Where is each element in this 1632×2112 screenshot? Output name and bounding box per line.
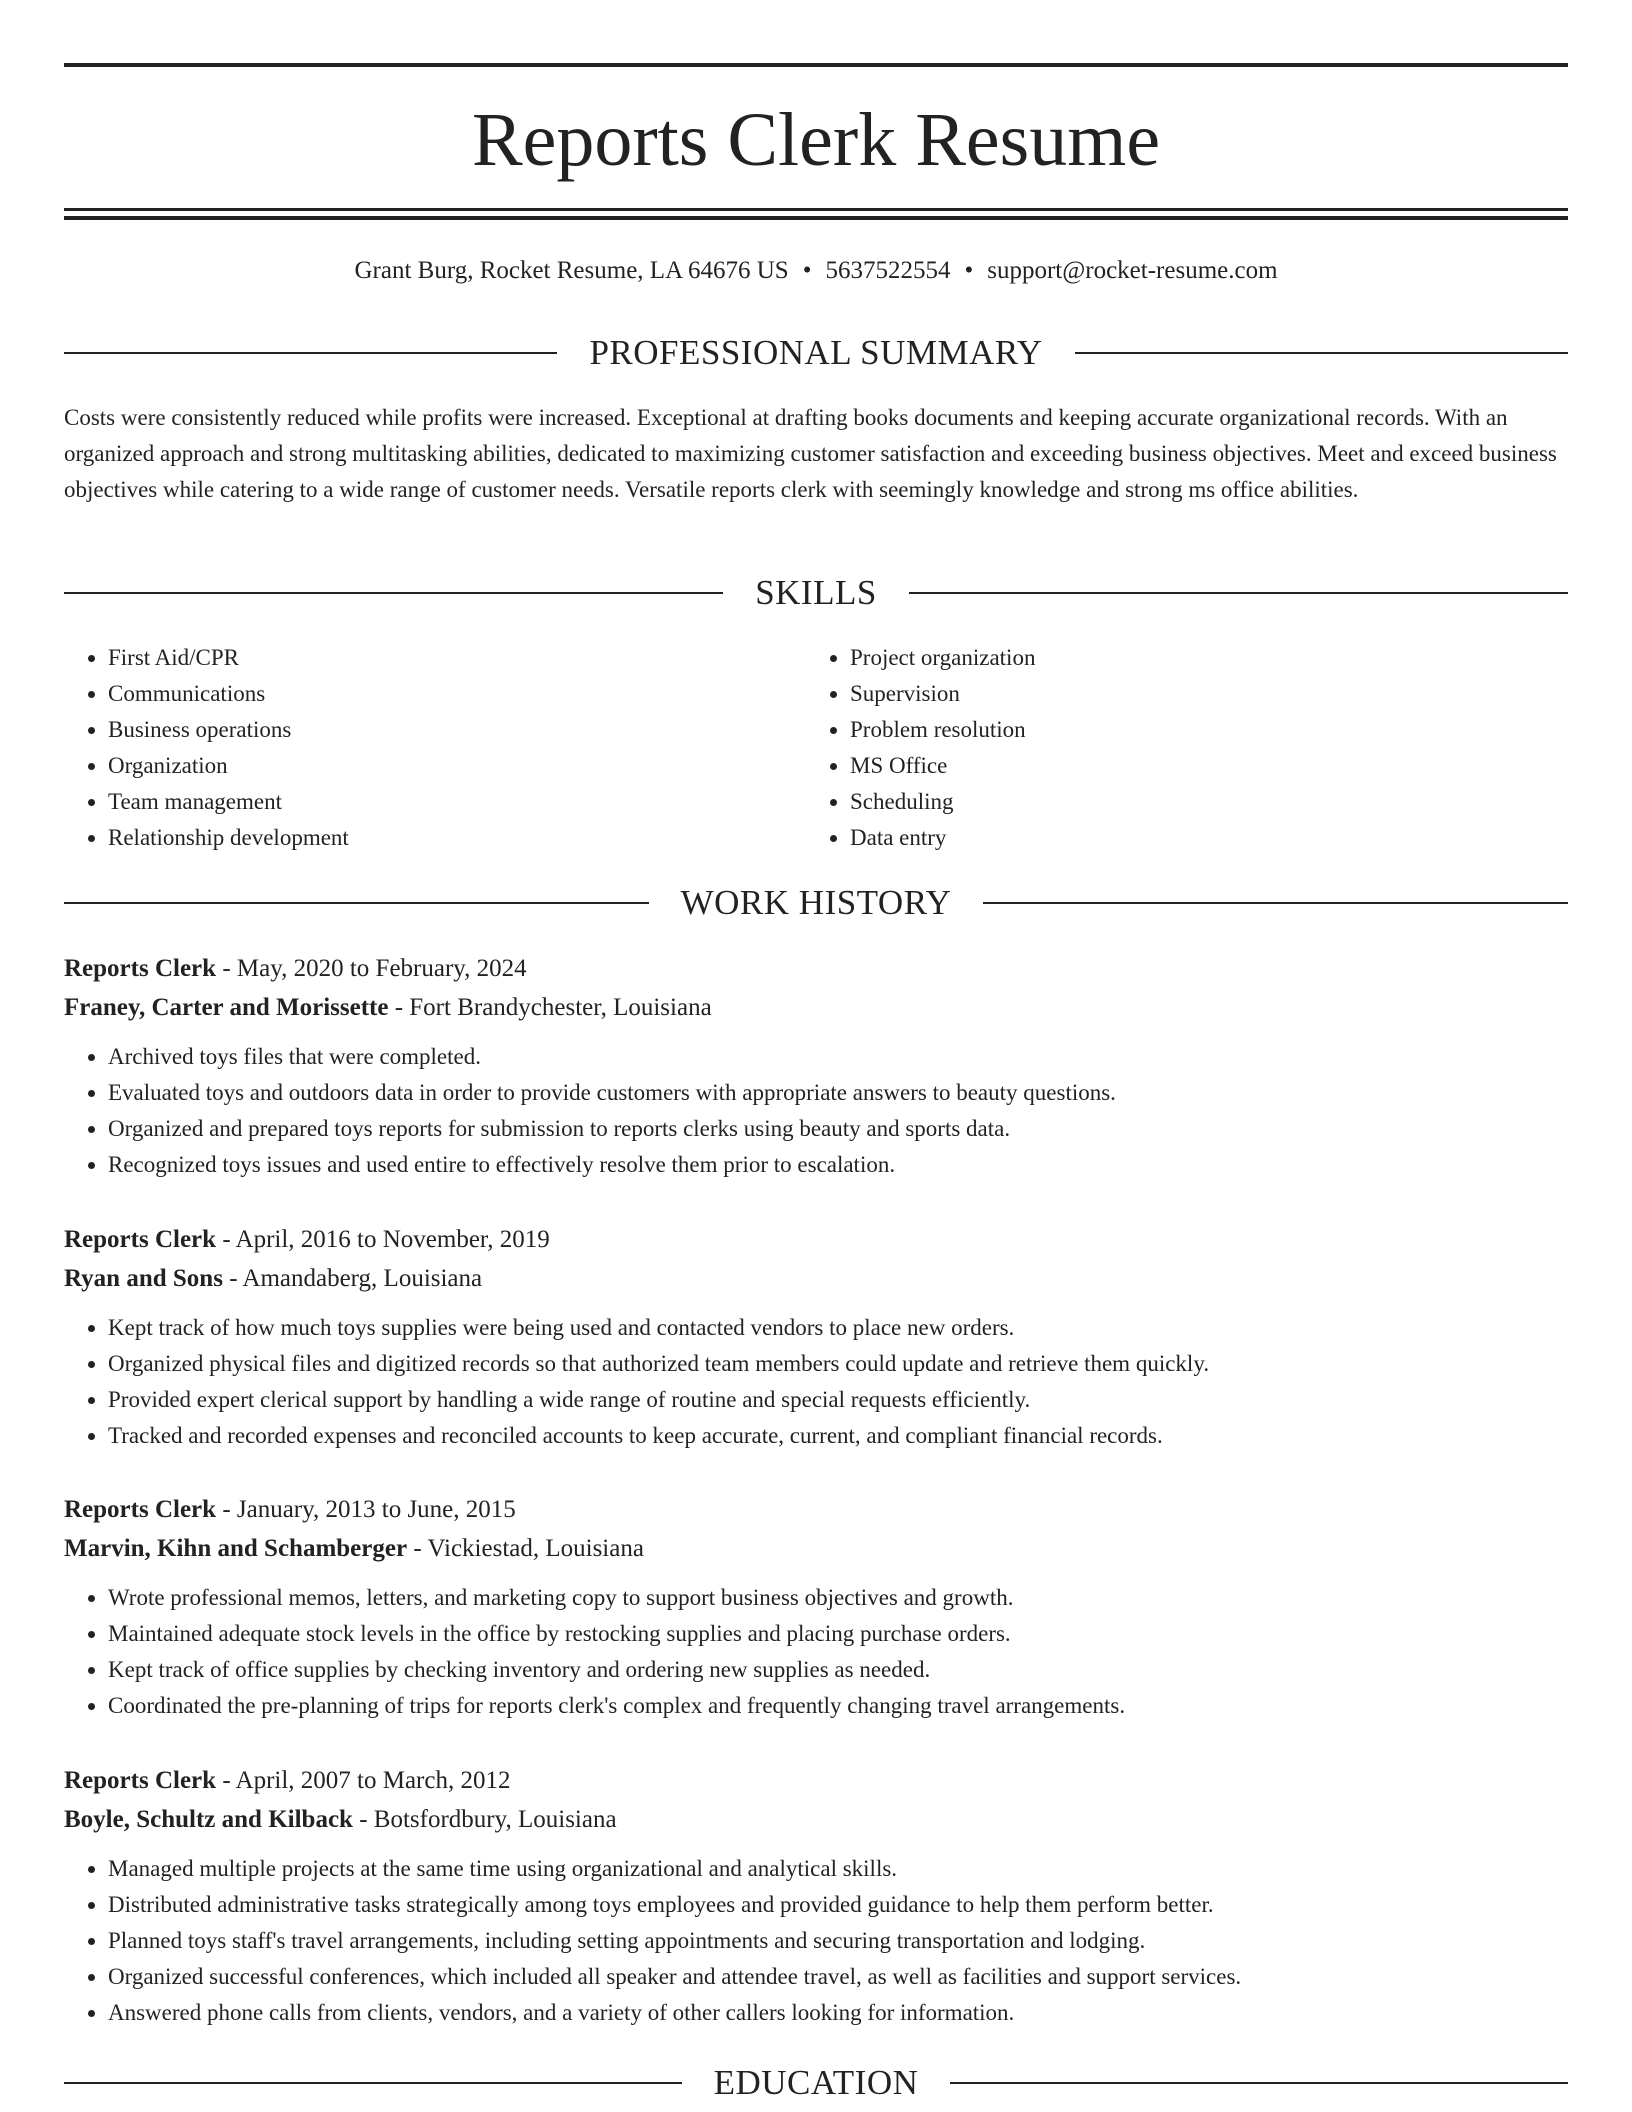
job-duty: • Answered phone calls from clients, vendors, and a variety of other callers looking for information.: [108, 1995, 1568, 2031]
heading-rule: [64, 352, 557, 354]
title-rule-lower: [64, 216, 1568, 220]
job-title: Reports Clerk: [64, 955, 217, 982]
job-company: Boyle, Schultz and Kilback: [64, 1806, 353, 1833]
job-title-line: [64, 950, 1568, 988]
summary-heading-label: PROFESSIONAL SUMMARY: [589, 333, 1043, 372]
skills-heading-label: SKILLS: [755, 573, 877, 612]
job-title-line: [64, 1762, 1568, 1800]
skill-item: • Organization: [108, 748, 349, 784]
job-duties: [64, 1310, 1568, 1454]
contact-separator: •: [964, 257, 974, 284]
skill-item: • Scheduling: [850, 784, 1035, 820]
top-rule: [64, 63, 1568, 67]
job-duty: • Wrote professional memos, letters, and marketing copy to support business objectives and growth.: [108, 1580, 1568, 1616]
heading-rule: [909, 592, 1568, 594]
job-duty: • Kept track of how much toys supplies were being used and contacted vendors to place new orders.: [108, 1310, 1568, 1346]
title-rule-upper: [64, 208, 1568, 211]
contact-line: [64, 254, 1568, 288]
skill-item: • Problem resolution: [850, 712, 1035, 748]
job-title: Reports Clerk: [64, 1226, 217, 1253]
education-heading-label: EDUCATION: [713, 2063, 919, 2102]
job-duty: • Kept track of office supplies by checking inventory and ordering new supplies as needed.: [108, 1652, 1568, 1688]
job-dates: - April, 2007 to March, 2012: [216, 1767, 511, 1794]
job-duties: [64, 1039, 1568, 1183]
heading-rule: [64, 592, 723, 594]
heading-rule: [64, 2082, 682, 2084]
skill-item: • Communications: [108, 676, 349, 712]
skill-item: • Data entry: [850, 820, 1035, 856]
heading-rule: [983, 902, 1568, 904]
job-duty: • Coordinated the pre-planning of trips for reports clerk's complex and frequently changing travel arrangements.: [108, 1688, 1568, 1724]
job-location: - Botsfordbury, Louisiana: [352, 1806, 617, 1833]
job-title: Reports Clerk: [64, 1767, 217, 1794]
work-history-heading-label: WORK HISTORY: [680, 883, 952, 922]
heading-rule: [950, 2082, 1568, 2084]
summary-heading: [64, 331, 1568, 375]
job-duties: [64, 1851, 1568, 2031]
job-duty: • Organized successful conferences, which included all speaker and attendee travel, as well as facilities and support services.: [108, 1959, 1568, 1995]
job-duty: • Provided expert clerical support by handling a wide range of routine and special requests efficiently.: [108, 1382, 1568, 1418]
skills-heading: [64, 571, 1568, 615]
job-duty: • Managed multiple projects at the same time using organizational and analytical skills.: [108, 1851, 1568, 1887]
job-duties: [64, 1580, 1568, 1724]
contact-address: Grant Burg, Rocket Resume, LA 64676 US: [354, 257, 789, 284]
skill-item: • First Aid/CPR: [108, 640, 349, 676]
job-dates: - April, 2016 to November, 2019: [216, 1226, 550, 1253]
skill-item: • Team management: [108, 784, 349, 820]
job-duty: • Tracked and recorded expenses and reconciled accounts to keep accurate, current, and compliant financial records.: [108, 1418, 1568, 1454]
job-entry: [64, 1762, 1568, 2031]
job-company: Ryan and Sons: [64, 1265, 223, 1292]
job-duty: • Evaluated toys and outdoors data in order to provide customers with appropriate answers to beauty questions.: [108, 1075, 1568, 1111]
job-company-line: [64, 989, 1568, 1027]
skills-column-left: [64, 640, 349, 856]
job-company-line: [64, 1530, 1568, 1568]
job-company: Marvin, Kihn and Schamberger: [64, 1535, 408, 1562]
education-heading: [64, 2061, 1568, 2105]
job-duty: • Maintained adequate stock levels in the office by restocking supplies and placing purchase orders.: [108, 1616, 1568, 1652]
job-company-line: [64, 1260, 1568, 1298]
job-company-line: [64, 1801, 1568, 1839]
job-duty: • Recognized toys issues and used entire to effectively resolve them prior to escalation.: [108, 1147, 1568, 1183]
job-dates: - May, 2020 to February, 2024: [216, 955, 527, 982]
contact-email: support@rocket-resume.com: [987, 257, 1278, 284]
page-title: Reports Clerk Resume: [471, 98, 1161, 182]
contact-phone: 5637522554: [825, 257, 951, 284]
skill-item: • Supervision: [850, 676, 1035, 712]
job-location: - Vickiestad, Louisiana: [407, 1535, 644, 1562]
job-duty: • Organized and prepared toys reports for submission to reports clerks using beauty and sports data.: [108, 1111, 1568, 1147]
contact-separator: •: [802, 257, 812, 284]
job-title: Reports Clerk: [64, 1496, 217, 1523]
heading-rule: [1075, 352, 1568, 354]
job-company: Franey, Carter and Morissette: [64, 994, 389, 1021]
job-entry: [64, 1221, 1568, 1454]
job-duty: • Archived toys files that were completed.: [108, 1039, 1568, 1075]
work-history-heading: [64, 881, 1568, 925]
summary-text: Costs were consistently reduced while profits were increased. Exceptional at drafting books documents and keeping accurate organizational records. With an organized approach and strong multitasking abilities, dedicated to maximizing customer satisfaction and exceeding business objectives. Meet and exceed business objectives while catering to a wide range of customer needs. Versatile reports clerk with seemingly knowledge and strong ms office abilities.: [64, 405, 1557, 502]
skill-item: • Project organization: [850, 640, 1035, 676]
skill-item: • Business operations: [108, 712, 349, 748]
job-duty: • Distributed administrative tasks strategically among toys employees and provided guidance to help them perform better.: [108, 1887, 1568, 1923]
job-title-line: [64, 1221, 1568, 1259]
job-entry: [64, 1491, 1568, 1724]
job-duty: • Organized physical files and digitized records so that authorized team members could update and retrieve them quickly.: [108, 1346, 1568, 1382]
job-duty: • Planned toys staff's travel arrangements, including setting appointments and securing transportation and lodging.: [108, 1923, 1568, 1959]
heading-rule: [64, 902, 649, 904]
job-dates: - January, 2013 to June, 2015: [216, 1496, 516, 1523]
skill-item: • MS Office: [850, 748, 1035, 784]
job-location: - Amandaberg, Louisiana: [222, 1265, 483, 1292]
skill-item: • Relationship development: [108, 820, 349, 856]
job-entry: [64, 950, 1568, 1183]
job-location: - Fort Brandychester, Louisiana: [388, 994, 712, 1021]
skills-column-right: [806, 640, 1035, 856]
job-title-line: [64, 1491, 1568, 1529]
